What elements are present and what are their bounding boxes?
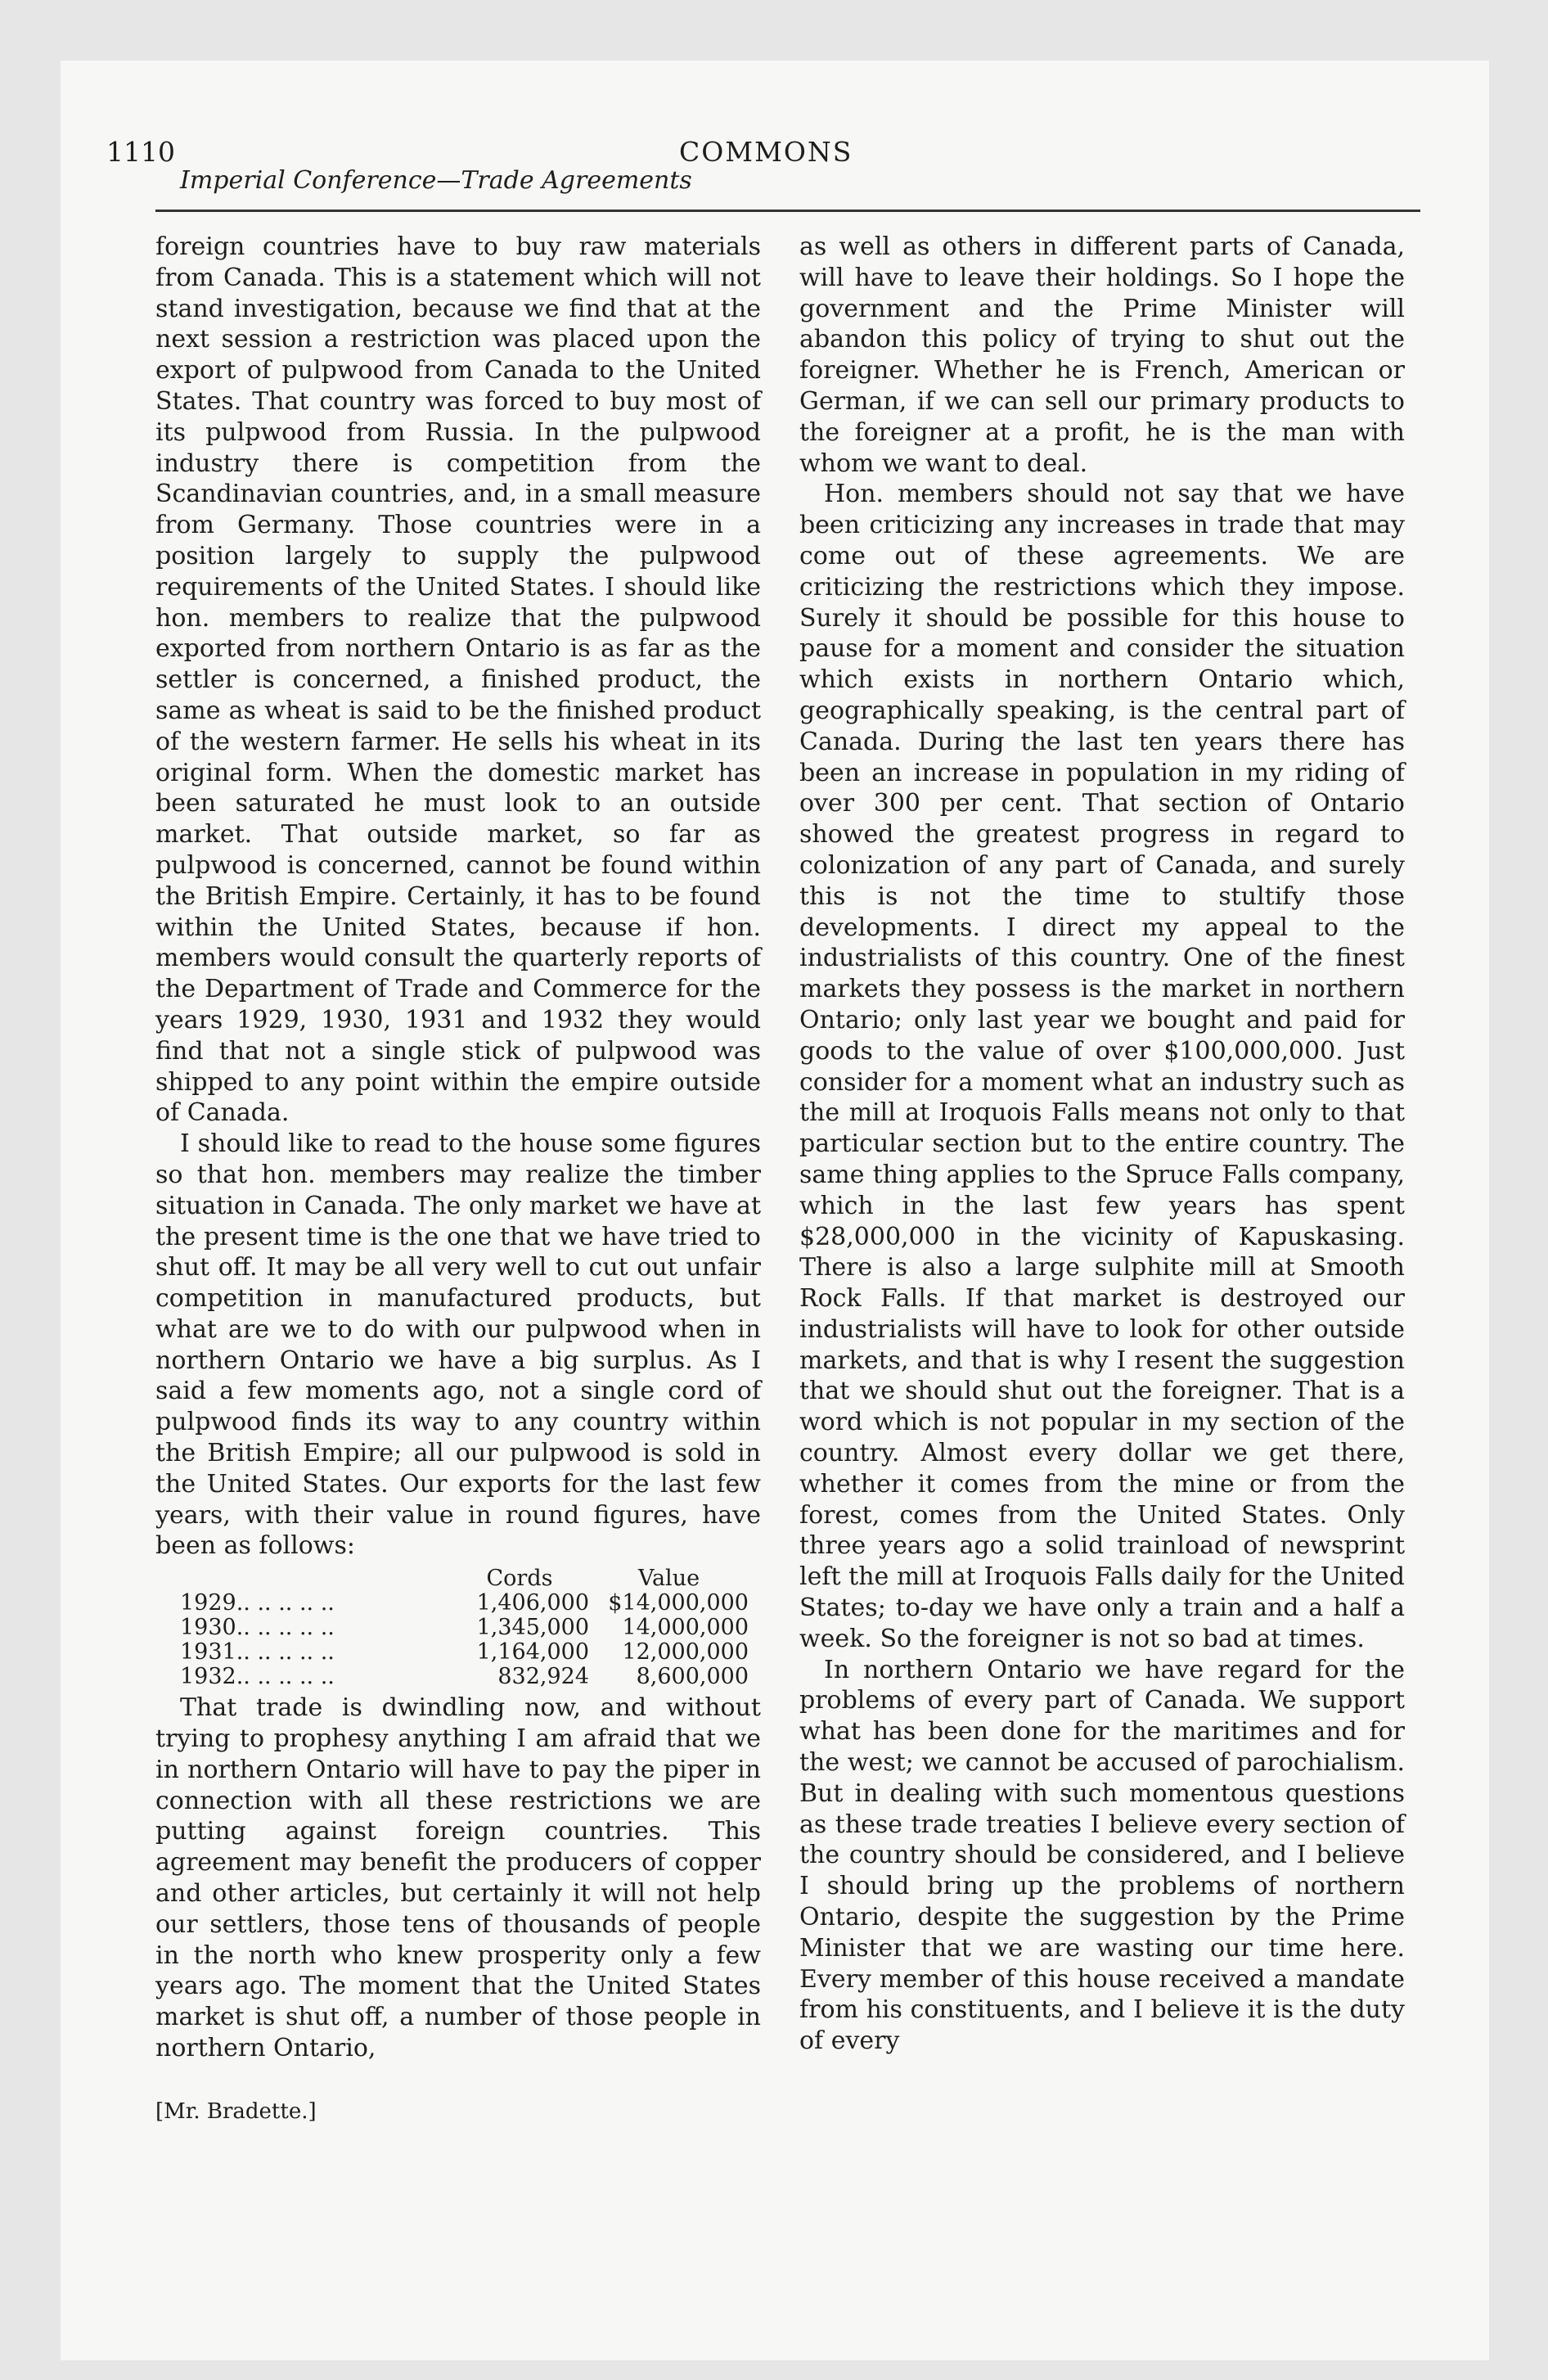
page-subtitle: Imperial Conference—Trade Agreements xyxy=(180,166,692,195)
table-cell-value: $14,000,000 xyxy=(608,1590,749,1616)
speaker-attribution: [Mr. Bradette.] xyxy=(155,2099,317,2124)
table-cell-value: 12,000,000 xyxy=(622,1639,749,1666)
table-row xyxy=(155,1616,761,1640)
table-cell-value: 8,600,000 xyxy=(636,1664,749,1690)
table-cell-cords: 1,345,000 xyxy=(476,1615,589,1641)
paragraph: foreign countries have to buy raw materials from Canada. This is a statement which will not stand investigation, because we find that at the next session a restriction was placed upon the export of pulpwood from Canada to the United States. That country was forced to buy most of its pulpwood from Russia. In the pulpwood industry there is competition from the Scandinavian countries, and, in a small measure from Germany. Those countries were in a position largely to supply the pulpwood requirements of the United States. I should like hon. members to realize that the pulpwood exported from northern Ontario is as far as the settler is concerned, a finished product, the same as wheat is said to be the finished product of the western farmer. He sells his wheat in its original form. When the domestic market has been saturated he must look to an outside market. That outside market, so far as pulpwood is concerned, cannot be found within the British Empire. Certainly, it has to be found within the United States, because if hon. members would consult the quarterly reports of the Department of Trade and Commerce for the years 1929, 1930, 1931 and 1932 they would find that not a single stick of pulpwood was shipped to any point within the empire outside of Canada. xyxy=(155,232,761,1128)
table-cell-year: 1931.. .. .. .. .. xyxy=(180,1639,335,1666)
paragraph: Hon. members should not say that we have been criticizing any increases in trade that may come out of these agreements. We are criticizing the restrictions which they impose. Surely it should be possible for this house to pause for a moment and consider the situation which exists in northern Ontario which, geographically speaking, is the central part of Canada. During the last ten years there has been an increase in population in my riding of over 300 per cent. That section of Ontario showed the greatest progress in regard to colonization of any part of Canada, and surely this is not the time to stultify those developments. I direct my appeal to the industrialists of this country. One of the finest markets they possess is the market in northern Ontario; only last year we bought and paid for goods to the value of over $100,000,000. Just consider for a moment what an industry such as the mill at Iroquois Falls means not only to that particular section but to the entire country. The same thing applies to the Spruce Falls company, which in the last few years has spent $28,000,000 in the vicinity of Kapuskasing. There is also a large sulphite mill at Smooth Rock Falls. If that market is destroyed our industrialists will have to look for other outside markets, and that is why I resent the suggestion that we should shut out the foreigner. That is a word which is not popular in my section of the country. Almost every dollar we get there, whether it comes from the mine or from the forest, comes from the United States. Only three years ago a solid trainload of newsprint left the mill at Iroquois Falls daily for the United States; to-day we have only a train and a half a week. So the foreigner is not so bad at times. xyxy=(799,480,1405,1653)
table-cell-year: 1929.. .. .. .. .. xyxy=(180,1590,335,1616)
table-cell-cords: 1,164,000 xyxy=(476,1639,589,1666)
table-row xyxy=(155,1665,761,1689)
paragraph: as well as others in different parts of Canada, will have to leave their holdings. So I hope the government and the Prime Minister will abandon this policy of trying to shut out the foreigner. Whether he is French, American or German, if we can sell our primary products to the foreigner at a profit, he is the man with whom we want to deal. xyxy=(799,232,1405,478)
paragraph: I should like to read to the house some figures so that hon. members may realize the timber situation in Canada. The only market we have at the present time is the one that we have tried to shut off. It may be all very well to cut out unfair competition in manufactured products, but what are we to do with our pulpwood when in northern Ontario we have a big surplus. As I said a few moments ago, not a single cord of pulpwood finds its way to any country within the British Empire; all our pulpwood is sold in the United States. Our exports for the last few years, with their value in round figures, have been as follows: xyxy=(155,1129,761,1561)
table-cell-year: 1932.. .. .. .. .. xyxy=(180,1664,335,1690)
table-cell-value: 14,000,000 xyxy=(622,1615,749,1641)
right-column xyxy=(799,232,1405,2057)
table-header-row xyxy=(155,1566,761,1591)
table-header-cords: Cords xyxy=(486,1566,553,1592)
table-cell-cords: 1,406,000 xyxy=(476,1590,589,1616)
table-row xyxy=(155,1591,761,1616)
paragraph: That trade is dwindling now, and without trying to prophesy anything I am afraid that we in northern Ontario will have to pay the piper in connection with all these restrictions we are putting against foreign countries. This agreement may benefit the producers of copper and other articles, but certainly it will not help our settlers, those tens of thousands of people in the north who knew prosperity only a few years ago. The moment that the United States market is shut off, a number of those people in northern Ontario, xyxy=(155,1693,761,2063)
table-cell-year: 1930.. .. .. .. .. xyxy=(180,1615,335,1641)
paragraph: In northern Ontario we have regard for the problems of every part of Canada. We support what has been done for the maritimes and for the west; we cannot be accused of parochialism. But in dealing with such momentous questions as these trade treaties I believe every section of the country should be considered, and I believe I should bring up the problems of northern Ontario, despite the suggestion by the Prime Minister that we are wasting our time here. Every member of this house received a mandate from his constituents, and I believe it is the duty of every xyxy=(799,1655,1405,2056)
left-column xyxy=(155,232,761,2064)
header-rule xyxy=(155,210,1420,212)
table-row xyxy=(155,1640,761,1665)
table-cell-cords: 832,924 xyxy=(497,1664,589,1690)
page-number: 1110 xyxy=(106,136,175,168)
page-title: COMMONS xyxy=(679,136,853,168)
exports-table xyxy=(155,1566,761,1689)
table-header-value: Value xyxy=(637,1566,700,1592)
table-header-year xyxy=(155,1566,450,1591)
